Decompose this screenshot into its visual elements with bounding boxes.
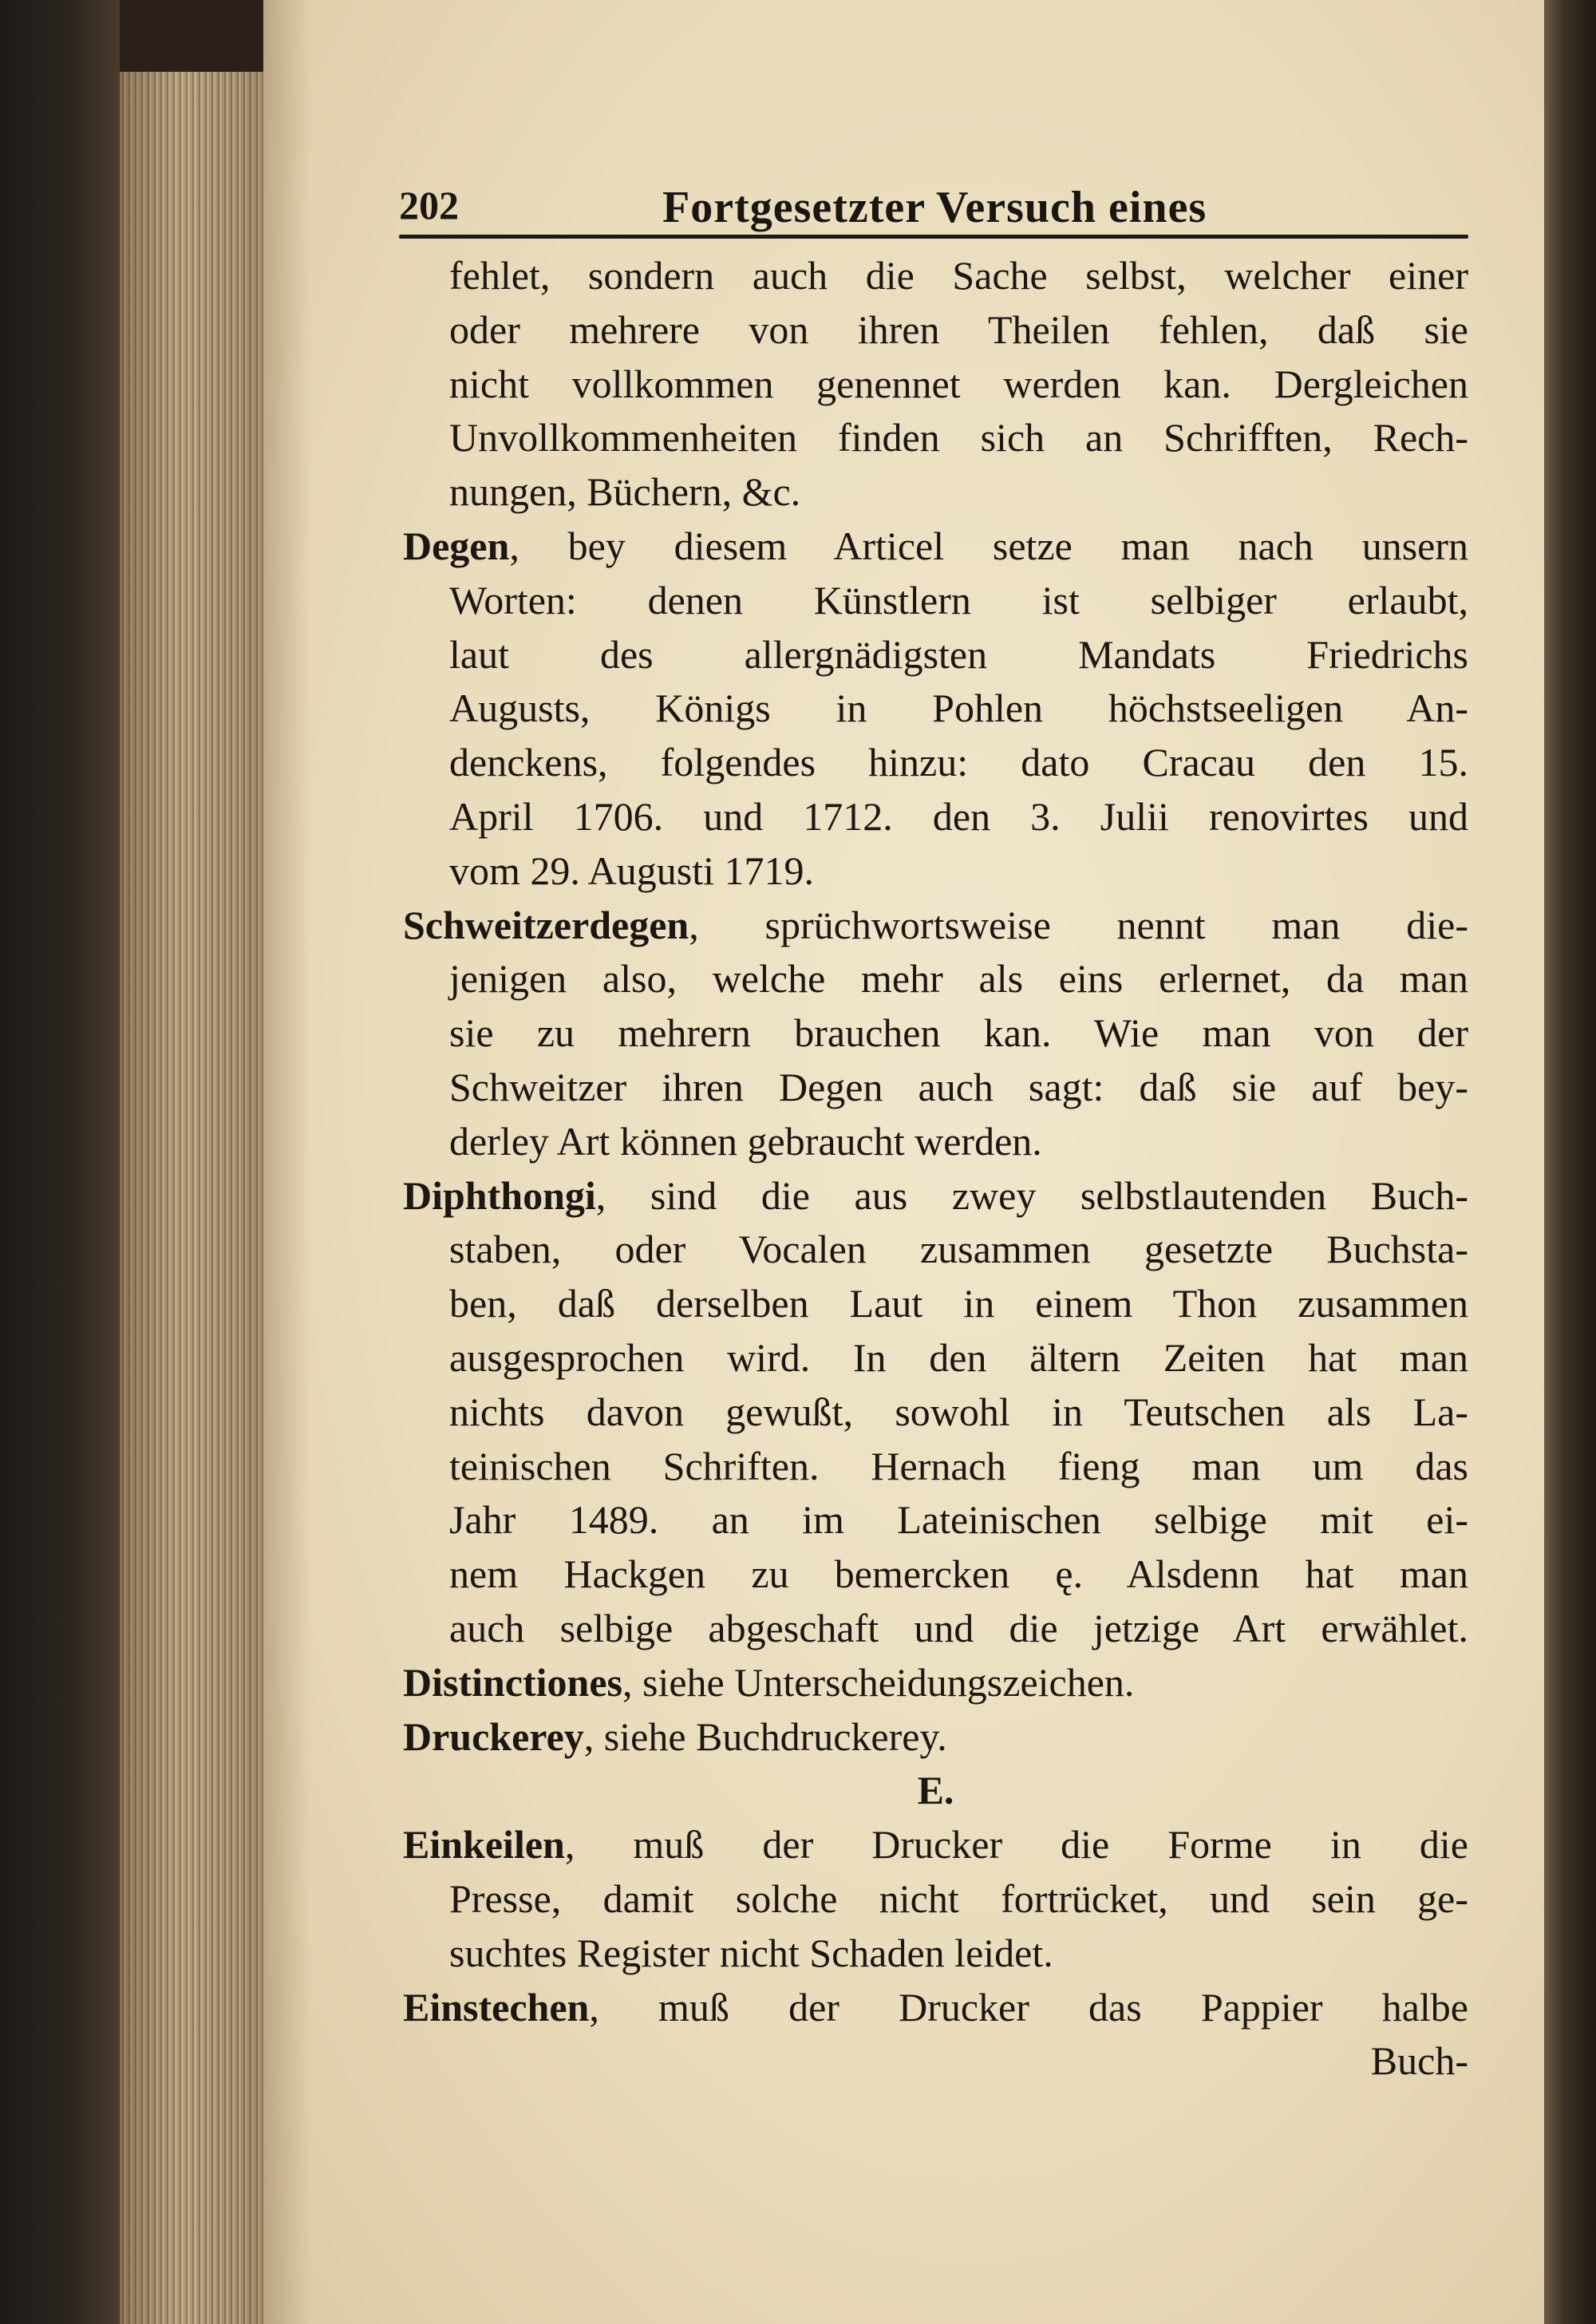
text-line: fehlet, sondern auch die Sache selbst, welcher einer [449, 253, 1468, 298]
text-line: auch selbige abgeschaft und die jetzige Art erwählet. [449, 1605, 1468, 1650]
text-line: Worten: denen Künstlern ist selbiger erlaubt, [449, 577, 1468, 622]
text-line: Schweitzer ihren Degen auch sagt: daß sie auf bey- [449, 1064, 1468, 1109]
text-line: Jahr 1489. an im Lateinischen selbige mit ei- [449, 1497, 1468, 1543]
entry-headword: Druckerey [403, 1713, 584, 1759]
text-line: denckens, folgendes hinzu: dato Cracau den 15. [449, 740, 1468, 785]
text-line: sie zu mehrern brauchen kan. Wie man von der [449, 1010, 1468, 1056]
text-line: Augusts, Königs in Pohlen höchstseeligen An- [449, 686, 1468, 731]
text-line: April 1706. und 1712. den 3. Julii renovirtes und [449, 793, 1468, 839]
facing-page-edge [1544, 0, 1596, 2324]
entry-headword: Einkeilen [403, 1822, 565, 1868]
text-line: teinischen Schriften. Hernach fieng man um das [449, 1443, 1468, 1488]
entry-headword: Diphthongi [403, 1172, 596, 1218]
text-line: suchtes Register nicht Schaden leidet. [449, 1930, 1053, 1975]
text-line: nichts davon gewußt, sowohl in Teutschen als La- [449, 1389, 1468, 1434]
text-line: oder mehrere von ihren Theilen fehlen, daß sie [449, 306, 1468, 352]
catchword: Buch- [1370, 2038, 1468, 2084]
body-text [403, 249, 1468, 2089]
text-line: staben, oder Vocalen zusammen gesetzte Buchsta- [449, 1227, 1468, 1272]
text-line: nem Hackgen zu bemercken ę. Alsdenn hat man [449, 1551, 1468, 1597]
text-line: Presse, damit solche nicht fortrücket, und sein ge- [449, 1875, 1468, 1921]
text-line: nungen, Büchern, &c. [449, 469, 801, 515]
entry-headword: Distinctiones [403, 1659, 622, 1705]
running-title: Fortgesetzter Versuch eines [662, 183, 1207, 232]
page-number: 202 [399, 183, 459, 227]
entry-headword: Schweitzerdegen [403, 902, 689, 947]
text-line: derley Art können gebraucht werden. [449, 1118, 1042, 1164]
text-line: nicht vollkommen genennet werden kan. Dergleichen [449, 361, 1468, 406]
section-letter: E. [917, 1768, 954, 1813]
text-line: Unvollkommenheiten finden sich an Schrifften, Rech- [449, 415, 1468, 460]
page-header [399, 182, 1468, 238]
header-rule [399, 235, 1468, 239]
entry-line: Distinctiones, siehe Unterscheidungszeichen. [403, 1659, 1135, 1705]
book-cover [0, 0, 120, 2324]
text-line: vom 29. Augusti 1719. [449, 848, 814, 893]
text-line: jenigen also, welche mehr als eins erlernet, da man [449, 956, 1468, 1002]
entry-line: Degen, bey diesem Articel setze man nach unsern [403, 523, 1468, 568]
entry-line: Druckerey, siehe Buchdruckerey. [403, 1713, 947, 1759]
entry-line: Diphthongi, sind die aus zwey selbstlautenden Buch- [403, 1172, 1468, 1218]
entry-headword: Einstechen [403, 1984, 590, 2030]
entry-line: Schweitzerdegen, sprüchwortsweise nennt man die- [403, 902, 1468, 947]
text-line: ben, daß derselben Laut in einem Thon zusammen [449, 1281, 1468, 1326]
page-edges [120, 72, 271, 2324]
text-line: laut des allergnädigsten Mandats Friedrichs [449, 631, 1468, 677]
entry-line: Einkeilen, muß der Drucker die Forme in die [403, 1822, 1468, 1868]
text-line: ausgesprochen wird. In den ältern Zeiten hat man [449, 1334, 1468, 1380]
entry-line: Einstechen, muß der Drucker das Pappier halbe [403, 1984, 1468, 2030]
entry-headword: Degen [403, 523, 510, 568]
